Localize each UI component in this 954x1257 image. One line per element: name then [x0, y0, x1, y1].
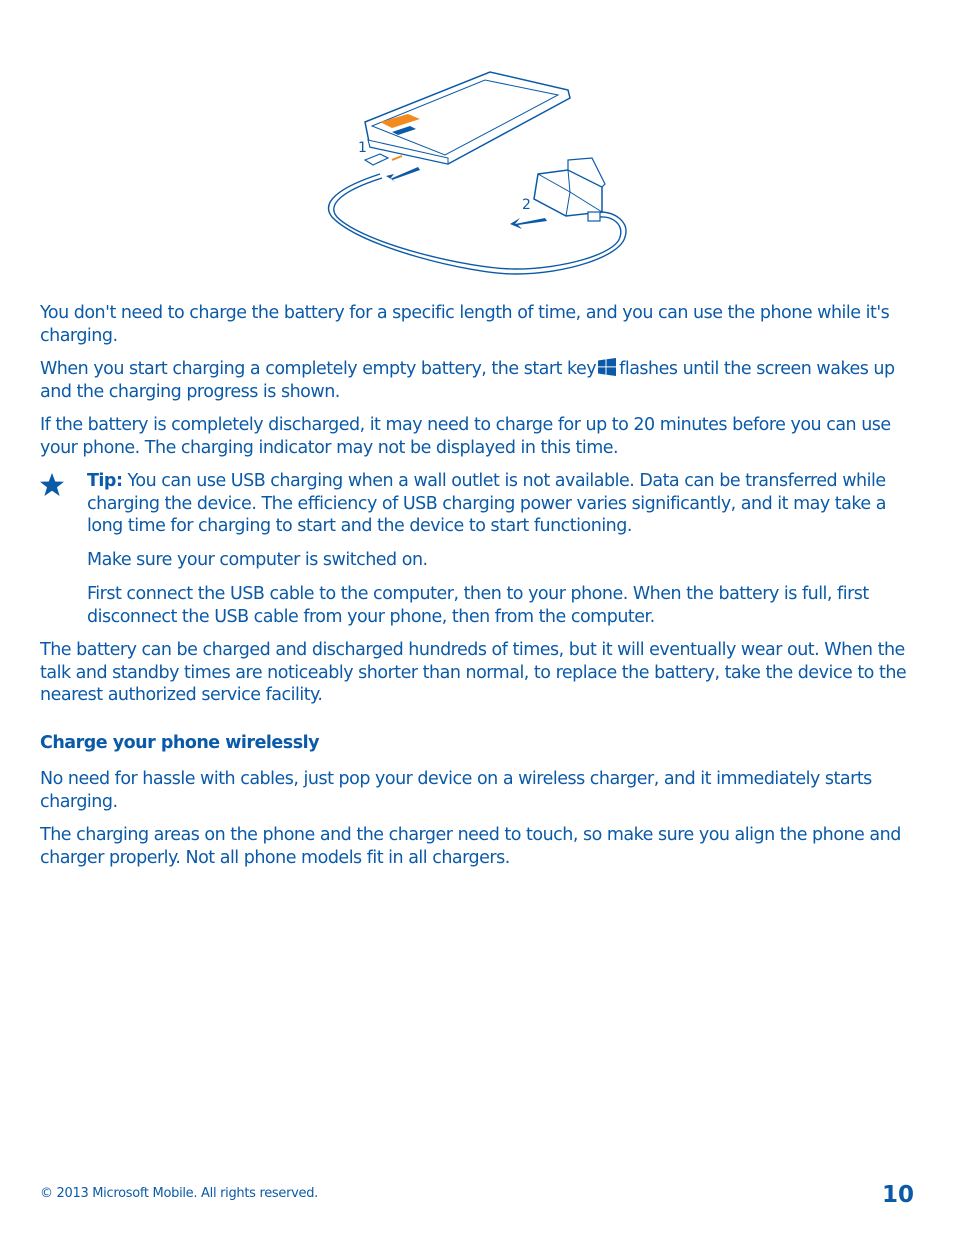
section-heading: Charge your phone wirelessly: [40, 733, 320, 753]
paragraph-empty-battery: [40, 358, 920, 403]
paragraph-discharged: If the battery is completely discharged, it may need to charge for up to 20 minutes before you can use your phone. The charging indicator may not be displayed in this time.: [40, 415, 891, 458]
phone-charging-illustration: [320, 62, 640, 287]
footer-copyright: © 2013 Microsoft Mobile. All rights reserved.: [40, 1186, 318, 1201]
page-number: 10: [881, 1182, 914, 1208]
paragraph-usb-order: First connect the USB cable to the computer, then to your phone. When the battery is full, first disconnect the USB cable from your phone, then from the computer.: [87, 584, 869, 627]
paragraph-computer-on: Make sure your computer is switched on.: [87, 550, 428, 570]
paragraph-empty-battery-end: flashes until the screen wakes up and the charging progress is shown.: [40, 359, 895, 402]
label-1: 1: [358, 140, 367, 156]
tip-text: You can use USB charging when a wall outlet is not available. Data can be transferred while charging the device. The efficiency of USB charging power varies significantly, and it may take a long time for charging to start and the device to start functioning.: [87, 471, 886, 536]
paragraph-battery-wear: The battery can be charged and discharged hundreds of times, but it will eventually wear out. When the talk and standby times are noticeably shorter than normal, to replace the battery, take the device to the nearest authorized service facility.: [40, 640, 907, 705]
paragraph-charge-duration: You don't need to charge the battery for a specific length of time, and you can use the phone while it's charging.: [40, 303, 890, 346]
tip-star-icon: [39, 472, 65, 498]
tip-label: Tip:: [87, 471, 123, 491]
paragraph-wireless-intro: No need for hassle with cables, just pop your device on a wireless charger, and it immediately starts charging.: [40, 769, 872, 812]
windows-start-key-icon: [598, 358, 616, 376]
tip-paragraph: [87, 470, 920, 538]
paragraph-wireless-align: The charging areas on the phone and the charger need to touch, so make sure you align the phone and charger properly. Not all phone models fit in all chargers.: [40, 825, 901, 868]
paragraph-empty-battery-start: When you start charging a completely empty battery, the start key: [40, 359, 597, 379]
label-2: 2: [522, 197, 531, 213]
